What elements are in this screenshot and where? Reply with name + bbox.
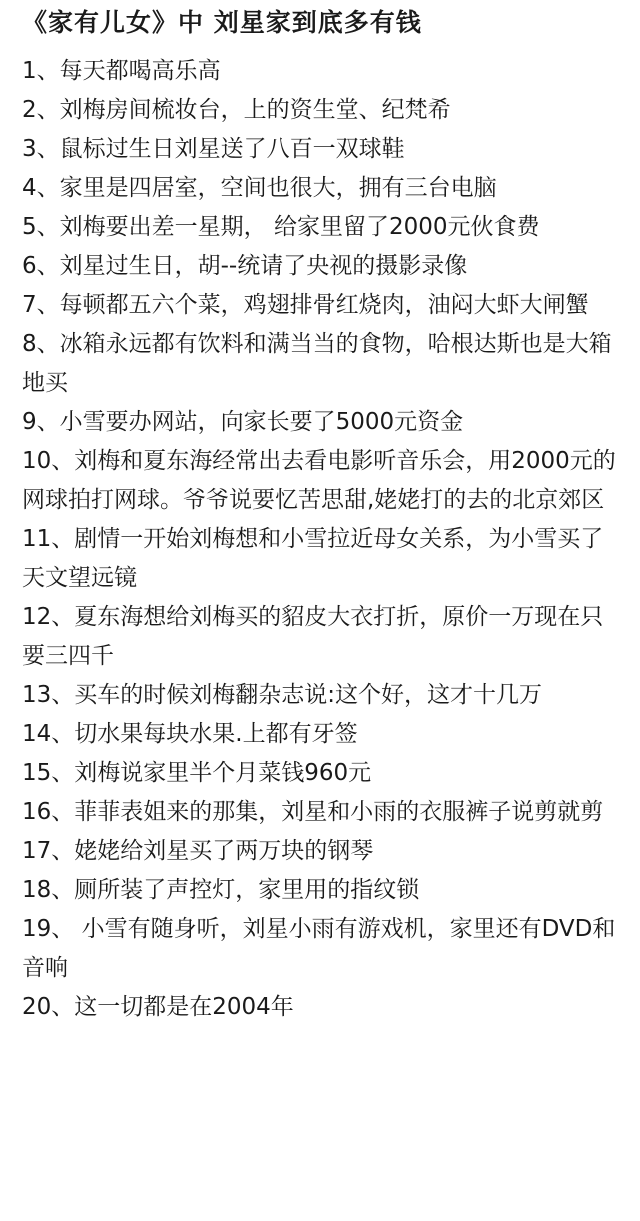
list-item-9: 9、小雪要办网站，向家长要了5000元资金	[22, 409, 464, 435]
list-item-17: 17、姥姥给刘星买了两万块的钢琴	[22, 838, 374, 864]
list-item-3: 3、鼠标过生日刘星送了八百一双球鞋	[22, 136, 405, 162]
list-item-13: 13、买车的时候刘梅翻杂志说:这个好，这才十几万	[22, 682, 543, 708]
list-item-15: 15、刘梅说家里半个月菜钱960元	[22, 760, 372, 786]
list-item-8: 8、冰箱永远都有饮料和满当当的食物，哈根达斯也是大箱地买	[22, 331, 612, 396]
list-item-6: 6、刘星过生日，胡--统请了央视的摄影录像	[22, 253, 468, 279]
list-item-19: 19、 小雪有随身听，刘星小雨有游戏机，家里还有DVD和音响	[22, 916, 616, 981]
list-item-14: 14、切水果每块水果.上都有牙签	[22, 721, 358, 747]
list-item-20: 20、这一切都是在2004年	[22, 994, 294, 1020]
list-item-1: 1、每天都喝高乐高	[22, 58, 221, 84]
list-item-4: 4、家里是四居室，空间也很大，拥有三台电脑	[22, 175, 497, 201]
page-title: 《家有儿女》中 刘星家到底多有钱	[22, 8, 422, 37]
list-item-12: 12、夏东海想给刘梅买的貂皮大衣打折，原价一万现在只要三四千	[22, 604, 604, 669]
list-item-2: 2、刘梅房间梳妆台，上的资生堂、纪梵希	[22, 97, 451, 123]
list-item-7: 7、每顿都五六个菜，鸡翅排骨红烧肉，油闷大虾大闸蟹	[22, 292, 589, 318]
list-item-10: 10、刘梅和夏东海经常出去看电影听音乐会，用2000元的网球拍打网球。爷爷说要忆苦思甜,姥姥打的去的北京郊区	[22, 448, 616, 513]
list-item-18: 18、厕所装了声控灯，家里用的指纹锁	[22, 877, 420, 903]
list-item-5: 5、刘梅要出差一星期， 给家里留了2000元伙食费	[22, 214, 540, 240]
list-item-16: 16、菲菲表姐来的那集，刘星和小雨的衣服裤子说剪就剪	[22, 799, 604, 825]
item-list	[22, 52, 622, 1027]
list-item-11: 11、剧情一开始刘梅想和小雪拉近母女关系，为小雪买了天文望远镜	[22, 526, 604, 591]
